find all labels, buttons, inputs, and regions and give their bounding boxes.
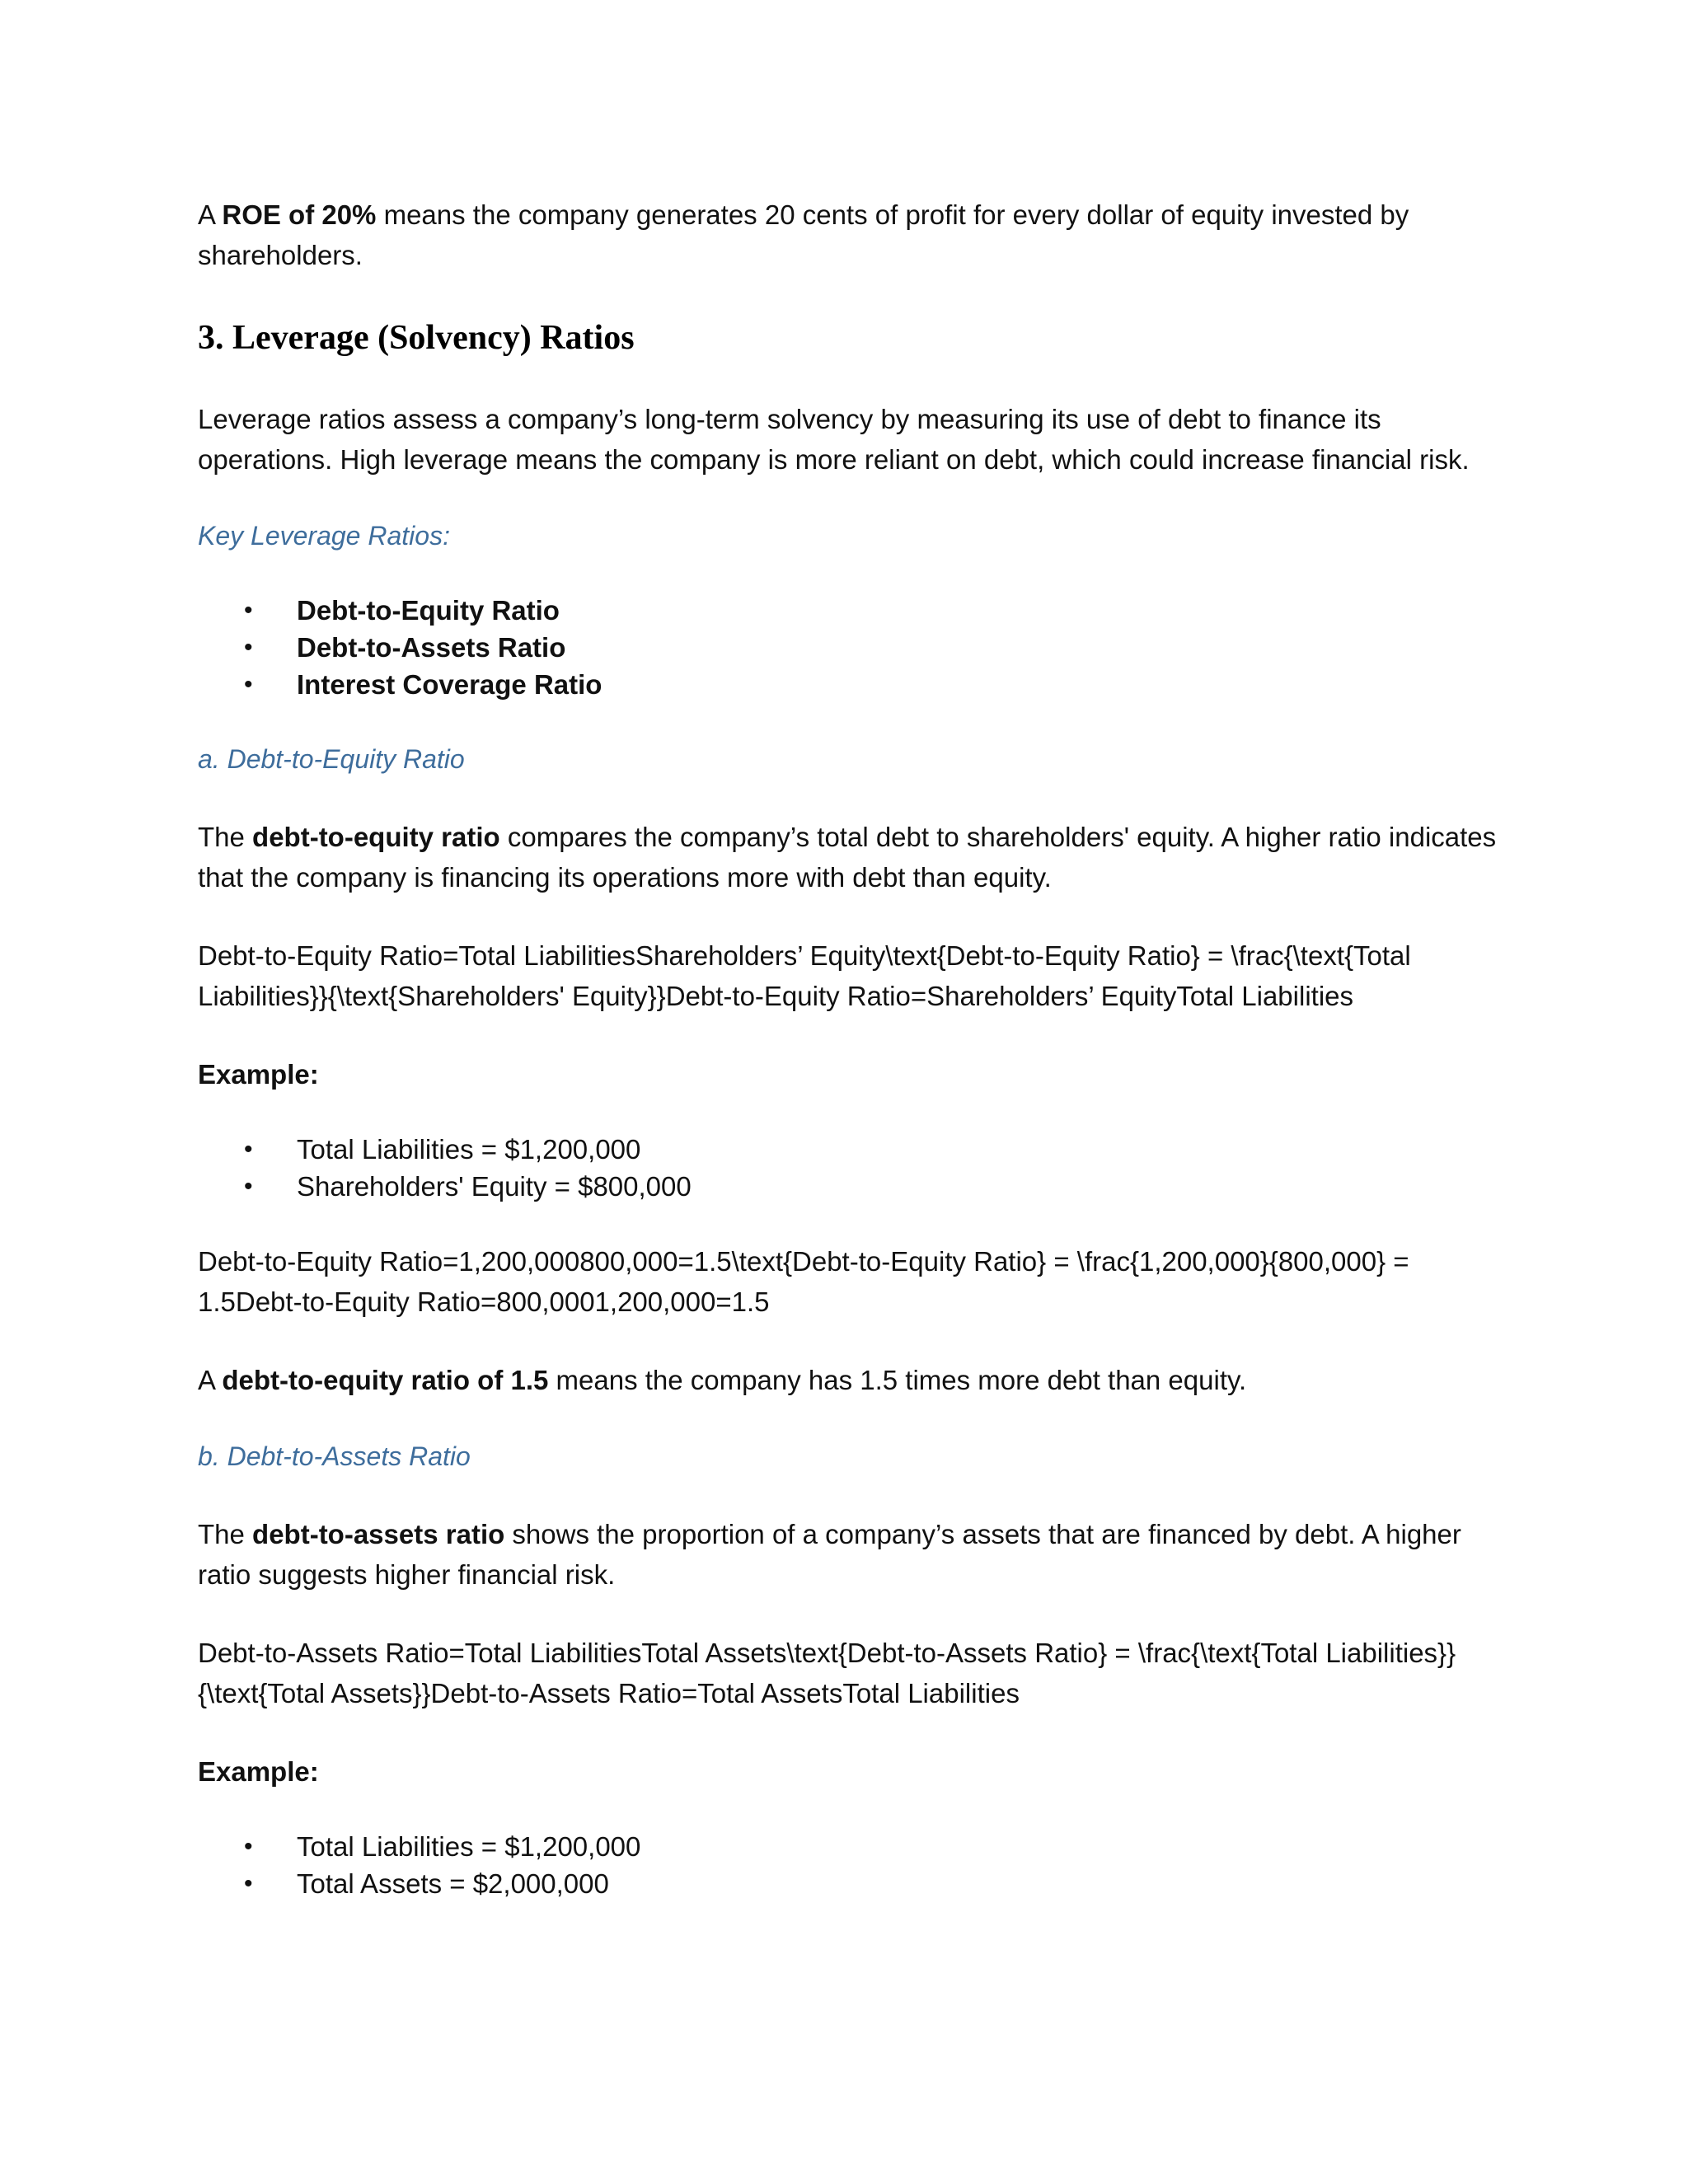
- de-result: [198, 1360, 1500, 1400]
- da-example-list: [198, 1828, 1500, 1902]
- list-item-text: Debt-to-Assets Ratio: [297, 632, 566, 663]
- de-example-list: [198, 1131, 1500, 1205]
- de-desc-post: compares the company’s total debt to shareholders' equity. A higher ratio indicates that the company is financing its operations more with debt than equity.: [198, 822, 1497, 893]
- de-heading: a. Debt-to-Equity Ratio: [198, 744, 465, 774]
- de-formula: Debt-to-Equity Ratio=Total LiabilitiesShareholders’ Equity\text{Debt-to-Equity Ratio} = \frac{\text{Total Liabilities}}{\text{Shareholders' Equity}}Debt-to-Equity Ratio=Shareholders’ EquityTotal Liabilities: [198, 940, 1411, 1011]
- list-item-text: Total Liabilities = $1,200,000: [297, 1134, 641, 1165]
- list-item-text: Interest Coverage Ratio: [297, 669, 603, 700]
- de-desc-bold: debt-to-equity ratio: [252, 822, 500, 852]
- list-item: [198, 1131, 1500, 1168]
- bullet-icon: •: [244, 597, 253, 624]
- de-result-bold: debt-to-equity ratio of 1.5: [222, 1365, 549, 1395]
- roe-text-pre: A: [198, 199, 223, 230]
- bullet-icon: •: [244, 1870, 253, 1897]
- da-example-label-text: Example:: [198, 1756, 319, 1787]
- key-ratios-heading: Key Leverage Ratios:: [198, 521, 450, 551]
- de-example-label: [198, 1054, 1500, 1094]
- list-item: [198, 592, 1500, 629]
- da-formula: Debt-to-Assets Ratio=Total LiabilitiesTotal Assets\text{Debt-to-Assets Ratio} = \frac{\text{Total Liabilities}}{\text{Total Assets}}Debt-to-Assets Ratio=Total AssetsTotal Liabilities: [198, 1638, 1456, 1708]
- list-item: [198, 666, 1500, 703]
- list-item-text: Total Liabilities = $1,200,000: [297, 1831, 641, 1862]
- da-example-label: [198, 1751, 1500, 1792]
- de-desc-pre: The: [198, 822, 253, 852]
- de-result-post: means the company has 1.5 times more debt than equity.: [548, 1365, 1247, 1395]
- list-item-text: Debt-to-Equity Ratio: [297, 595, 560, 626]
- bullet-icon: •: [244, 671, 253, 698]
- list-item-text: Shareholders' Equity = $800,000: [297, 1171, 692, 1202]
- roe-text-post: means the company generates 20 cents of profit for every dollar of equity invested by shareholders.: [198, 199, 1409, 270]
- section-title: 3. Leverage (Solvency) Ratios: [198, 319, 635, 357]
- de-calculation: Debt-to-Equity Ratio=1,200,000800,000=1.5\text{Debt-to-Equity Ratio} = \frac{1,200,000}{800,000} = 1.5Debt-to-Equity Ratio=800,0001,200,000=1.5: [198, 1246, 1409, 1317]
- da-desc-post: shows the proportion of a company’s assets that are financed by debt. A higher ratio suggests higher financial risk.: [198, 1519, 1461, 1590]
- de-result-pre: A: [198, 1365, 223, 1395]
- bullet-icon: •: [244, 1833, 253, 1860]
- document-page: [198, 194, 1500, 1938]
- roe-paragraph: [198, 194, 1500, 275]
- list-item-text: Total Assets = $2,000,000: [297, 1868, 609, 1899]
- da-desc-bold: debt-to-assets ratio: [252, 1519, 505, 1549]
- de-example-label-text: Example:: [198, 1059, 319, 1090]
- roe-text-bold: ROE of 20%: [222, 199, 377, 230]
- list-item: [198, 629, 1500, 666]
- key-ratios-list: [198, 592, 1500, 703]
- da-heading: b. Debt-to-Assets Ratio: [198, 1441, 471, 1471]
- list-item: [198, 1865, 1500, 1902]
- list-item: [198, 1168, 1500, 1205]
- bullet-icon: •: [244, 1136, 253, 1163]
- list-item: [198, 1828, 1500, 1865]
- intro-paragraph: Leverage ratios assess a company’s long-term solvency by measuring its use of debt to finance its operations. High leverage means the company is more reliant on debt, which could increase financial risk.: [198, 404, 1470, 475]
- da-desc-pre: The: [198, 1519, 253, 1549]
- da-description: [198, 1514, 1500, 1595]
- de-description: [198, 817, 1500, 898]
- bullet-icon: •: [244, 1173, 253, 1200]
- bullet-icon: •: [244, 634, 253, 661]
